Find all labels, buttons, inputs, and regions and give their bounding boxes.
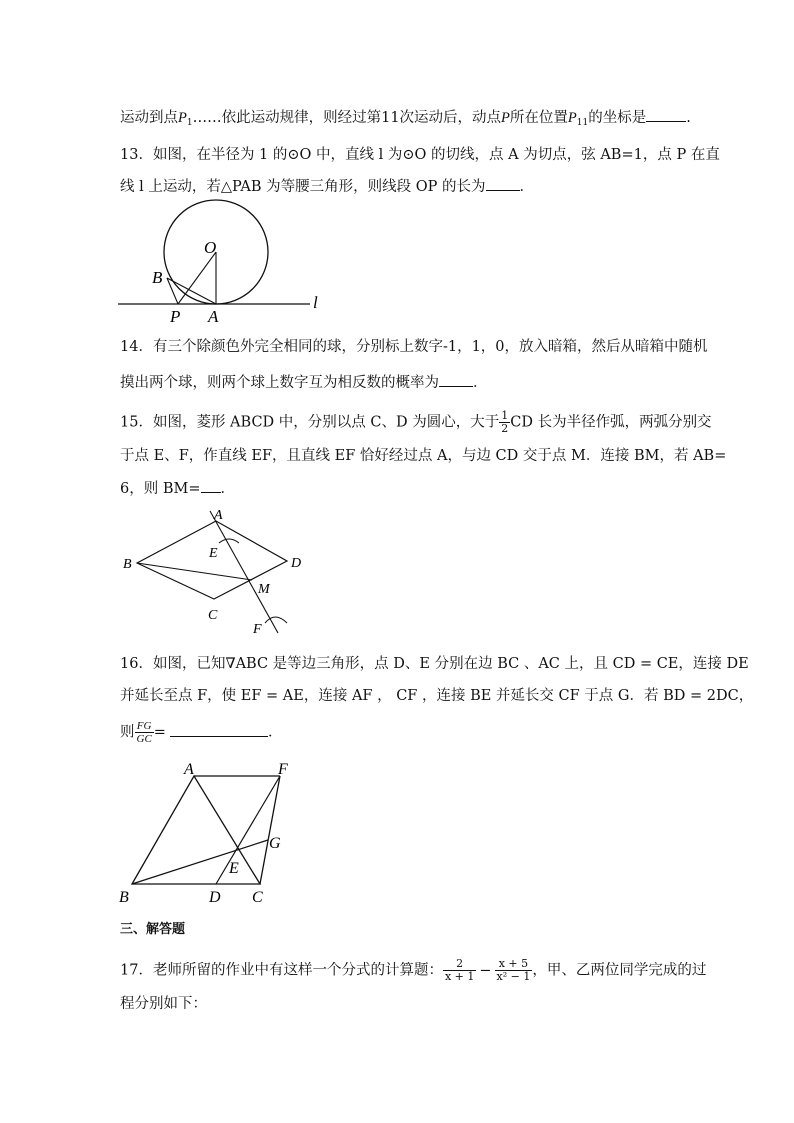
q12-text-b: ……依此运动规律，则经过第11次运动后，动点 (192, 110, 502, 126)
q16-triangle-abc (132, 776, 260, 884)
q13-label-p: P (170, 307, 181, 326)
q15-figure (115, 503, 335, 643)
q17-fraction-2 (495, 958, 533, 983)
q15-line1 (120, 410, 712, 435)
q13-answer-blank (486, 176, 520, 191)
q16-line3 (120, 720, 282, 745)
q15-line1-text-b: CD 长为半径作弧，两弧分别交 (510, 414, 712, 431)
q12-p11-sub: 11 (576, 118, 589, 128)
q16-fraction (135, 720, 154, 745)
q12-end: . (686, 110, 691, 126)
q15-label-d: D (291, 556, 302, 571)
q17-f1-num: 2 (443, 958, 476, 971)
q13-line1: 13．如图，在半径为 1 的⊙O 中，直线 l 为⊙O 的切线，点 A 为切点，弦 AB=1，点 P 在直 (120, 147, 720, 163)
q13-segment-ba (167, 278, 216, 304)
q14-line1: 14．有三个除颜色外完全相同的球，分别标上数字-1，1，0，放入暗箱，然后从暗箱中随机 (120, 339, 708, 355)
q16-label-e: E (229, 860, 239, 877)
q17-line1 (120, 958, 706, 983)
q13-segment-op (178, 252, 216, 304)
q12-p11: P (567, 110, 577, 126)
q17-line2: 程分别如下： (120, 996, 207, 1012)
q13-figure (110, 196, 350, 326)
q12-p1-sub: 1 (186, 118, 193, 128)
q16-label-a: A (184, 761, 194, 778)
q12-text-a: 运动到点 (120, 110, 178, 126)
q15-arc-f (265, 617, 287, 623)
q13-line2 (120, 176, 534, 197)
q15-frac-num: 1 (501, 409, 509, 422)
q13-segment-bp (167, 278, 178, 304)
q17-f2-num: x + 5 (495, 958, 533, 971)
q15-answer-blank (201, 478, 221, 493)
q15-label-c: C (208, 608, 218, 623)
q12-text-c: 所在位置 (509, 110, 568, 126)
q13-end: ． (519, 179, 535, 195)
q15-label-b: B (123, 557, 132, 572)
q15-frac-den: 2 (501, 422, 509, 435)
q16-eq: = (153, 724, 166, 741)
q15-label-e: E (209, 546, 218, 561)
q16-line2: 并延长至点 F，使 EF = AE，连接 AF ， CF ，连接 BE 并延长交 CF 于点 G．若 BD = 2DC， (120, 688, 754, 704)
q12-line (120, 107, 691, 133)
q17-fraction-1 (443, 958, 476, 983)
q15-line1-text-a: 15．如图，菱形 ABCD 中，分别以点 C、D 为圆心，大于 (120, 414, 500, 431)
q16-frac-den: GC (136, 733, 152, 745)
q14-end: ． (473, 375, 488, 391)
q17-line1-text-a: 17．老师所留的作业中有这样一个分式的计算题： (120, 962, 443, 979)
q15-label-f: F (253, 622, 262, 637)
q14-answer-blank (439, 372, 473, 387)
q13-line2-text: 线 l 上运动，若△PAB 为等腰三角形，则线段 OP 的长为 (120, 179, 486, 195)
q16-label-c: C (252, 889, 263, 906)
q15-label-a: A (214, 508, 223, 523)
q13-label-l: l (313, 293, 318, 312)
q16-label-g: G (269, 835, 281, 852)
q16-label-f: F (278, 761, 288, 778)
q15-arc-e (219, 539, 239, 543)
q12-answer-blank (646, 107, 686, 122)
q16-frac-num: FG (135, 720, 154, 733)
q15-line-ef (210, 511, 278, 633)
q16-label-b: B (119, 889, 129, 906)
q16-line3-text: 则 (120, 724, 135, 741)
q15-fraction-half (499, 410, 510, 435)
q12-p: P (501, 110, 510, 126)
q16-figure (112, 758, 312, 908)
q15-end: ． (220, 481, 235, 497)
q17-line1-text-b: ，甲、乙两位同学完成的过 (532, 962, 707, 979)
q16-label-d: D (209, 889, 221, 906)
q16-line1: 16．如图，已知∇ABC 是等边三角形，点 D、E 分别在边 BC 、AC 上，且 CD = CE，连接 DE (120, 656, 749, 672)
q15-label-m: M (258, 582, 270, 597)
q14-line2 (120, 372, 488, 393)
q15-line2: 于点 E、F，作直线 EF，且直线 EF 恰好经过点 A，与边 CD 交于点 M．连接 BM，若 AB= (120, 448, 727, 464)
q17-f2-den: x² − 1 (496, 970, 531, 983)
q16-end: ． (267, 724, 283, 741)
q15-line3 (120, 478, 235, 499)
q13-label-b: B (152, 268, 163, 287)
q17-minus: − (479, 962, 492, 979)
section3-title: 三、解答题 (120, 922, 186, 937)
q16-segment-bg (132, 840, 268, 884)
q14-line2-text: 摸出两个球，则两个球上数字互为相反数的概率为 (120, 375, 439, 391)
q16-answer-blank (170, 722, 268, 737)
q13-label-a: A (208, 307, 219, 326)
q15-line3-text: 6，则 BM= (120, 481, 201, 497)
q12-p1: P (178, 110, 187, 126)
q17-f1-den: x + 1 (444, 970, 475, 983)
q12-text-d: 的坐标是 (588, 110, 647, 126)
q13-label-o: O (204, 238, 217, 257)
